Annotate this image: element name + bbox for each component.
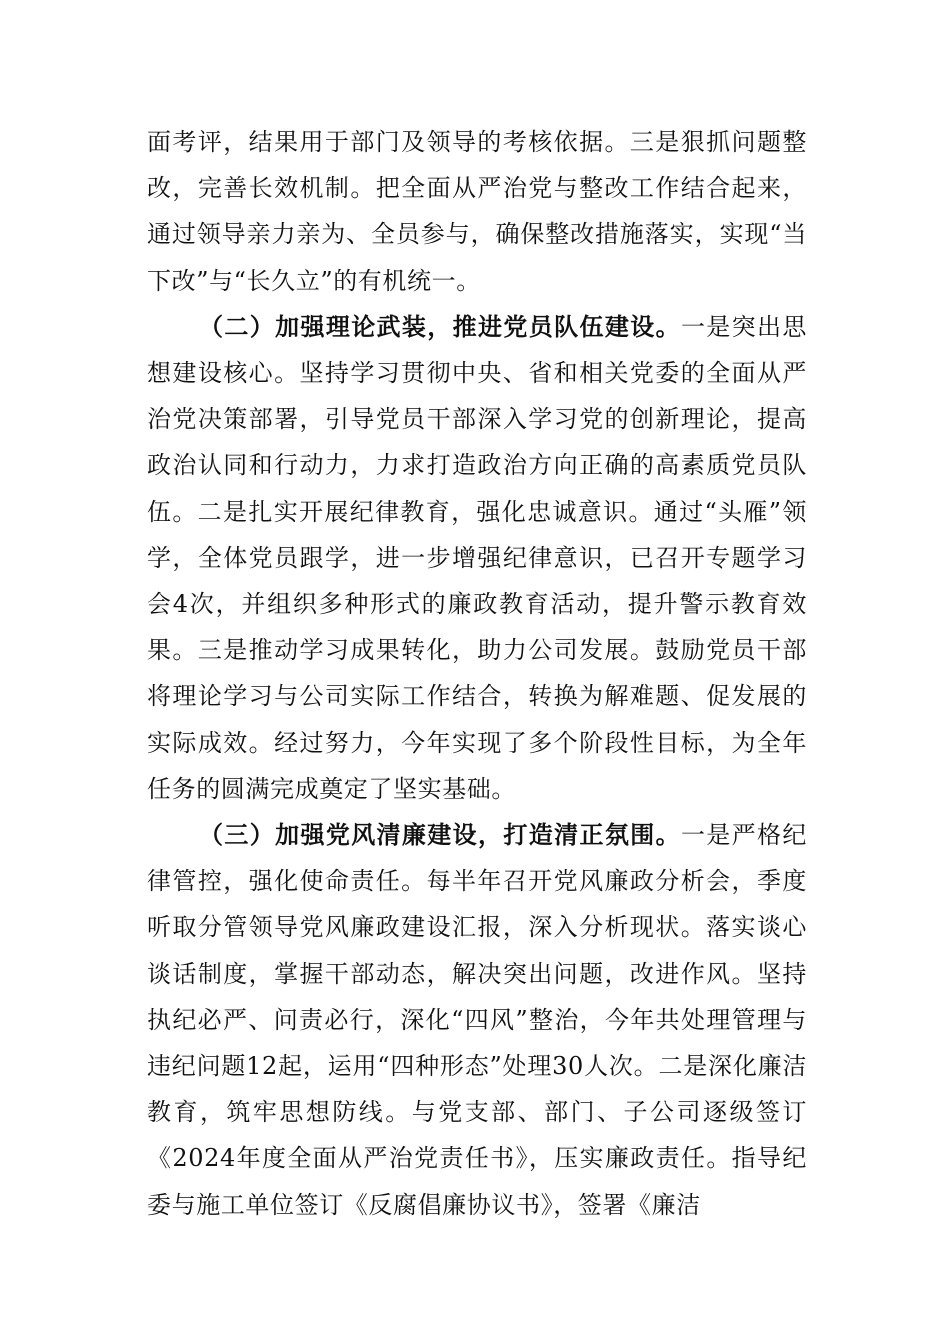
paragraph-2-text: 一是突出思想建设核心。坚持学习贯彻中央、省和相关党委的全面从严治党决策部署，引导党员干部深入学习党的创新理论，提高政治认同和行动力，力求打造政治方向正确的高素质党员队伍。二是扎实开展纪律教育，强化忠诚意识。通过“头雁”领学，全体党员跟学，进一步增强纪律意识，已召开专题学习会4次，并组织多种形式的廉政教育活动，提升警示教育效果。三是推动学习成果转化，助力公司发展。鼓励党员干部将理论学习与公司实际工作结合，转换为解难题、促发展的实际成效。经过努力，今年实现了多个阶段性目标，为全年任务的圆满完成奠定了坚实基础。 (147, 312, 807, 803)
paragraph-3-text: 一是严格纪律管控，强化使命责任。每半年召开党风廉政分析会，季度听取分管领导党风廉政建设汇报，深入分析现状。落实谈心谈话制度，掌握干部动态，解决突出问题，改进作风。坚持执纪必严、问责必行，深化“四风”整治，今年共处理管理与违纪问题12起，运用“四种形态”处理30人次。二是深化廉洁教育，筑牢思想防线。与党支部、部门、子公司逐级签订《2024年度全面从严治党责任书》，压实廉政责任。指导纪委与施工单位签订《反腐倡廉协议书》，签署《廉洁 (147, 821, 807, 1219)
document-body (147, 119, 807, 1228)
paragraph-section-3 (147, 812, 807, 1228)
section-3-heading: （三）加强党风清廉建设，打造清正氛围。 (199, 820, 681, 850)
section-2-heading: （二）加强理论武装，推进党员队伍建设。 (199, 311, 681, 341)
paragraph-section-2 (147, 304, 807, 812)
paragraph-1-text: 面考评，结果用于部门及领导的考核依据。三是狠抓问题整改，完善长效机制。把全面从严治党与整改工作结合起来，通过领导亲力亲为、全员参与，确保整改措施落实，实现“当下改”与“长久立”的有机统一。 (147, 128, 807, 295)
paragraph-continuation (147, 119, 807, 304)
